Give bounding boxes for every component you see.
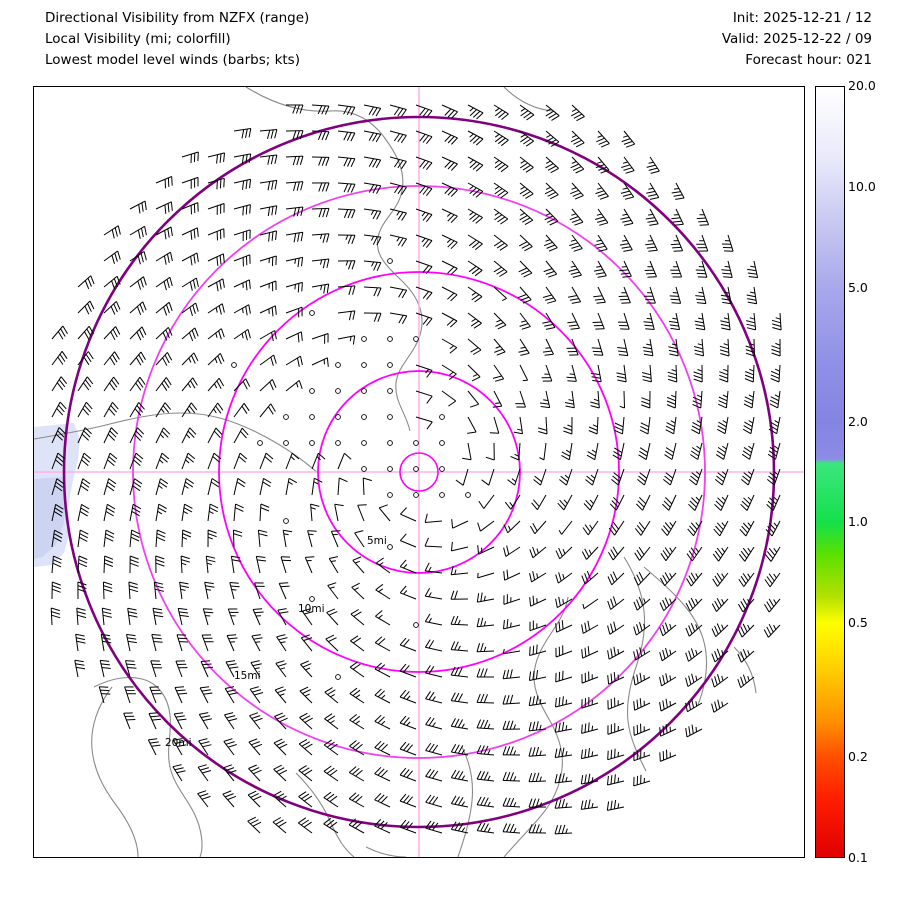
colorbar (815, 86, 845, 858)
header-right-block (722, 8, 872, 71)
ring-label-20mi: 20mi (165, 737, 192, 749)
header-annotation: Lowest model level winds (barbs; kts) (45, 52, 300, 68)
map-plot-area (33, 86, 805, 858)
chart-header (0, 0, 900, 78)
ring-label-15mi: 15mi (234, 670, 261, 682)
colorbar-tick-labels (848, 77, 896, 865)
colorbar-tick-0p1: 0.1 (848, 849, 868, 865)
header-init: Init: 2025-12-21 / 12 (732, 10, 872, 26)
header-forecast-hour: Forecast hour: 021 (745, 52, 872, 68)
header-subtitle: Local Visibility (mi; colorfill) (45, 31, 231, 47)
ring-label-10mi: 10mi (298, 603, 325, 615)
colorbar-tick-2p0: 2.0 (848, 413, 868, 429)
map-canvas (34, 87, 804, 857)
colorbar-tick-20p0: 20.0 (848, 77, 876, 93)
colorbar-tick-1p0: 1.0 (848, 514, 868, 530)
ring-label-5mi: 5mi (367, 535, 387, 547)
colorbar-tick-10p0: 10.0 (848, 178, 876, 194)
header-valid: Valid: 2025-12-22 / 09 (721, 31, 872, 47)
colorbar-tick-0p2: 0.2 (848, 748, 868, 764)
colorbar-tick-5p0: 5.0 (848, 279, 868, 295)
header-left-block (45, 8, 309, 71)
colorbar-tick-0p5: 0.5 (848, 615, 868, 631)
header-title: Directional Visibility from NZFX (range) (45, 10, 310, 26)
